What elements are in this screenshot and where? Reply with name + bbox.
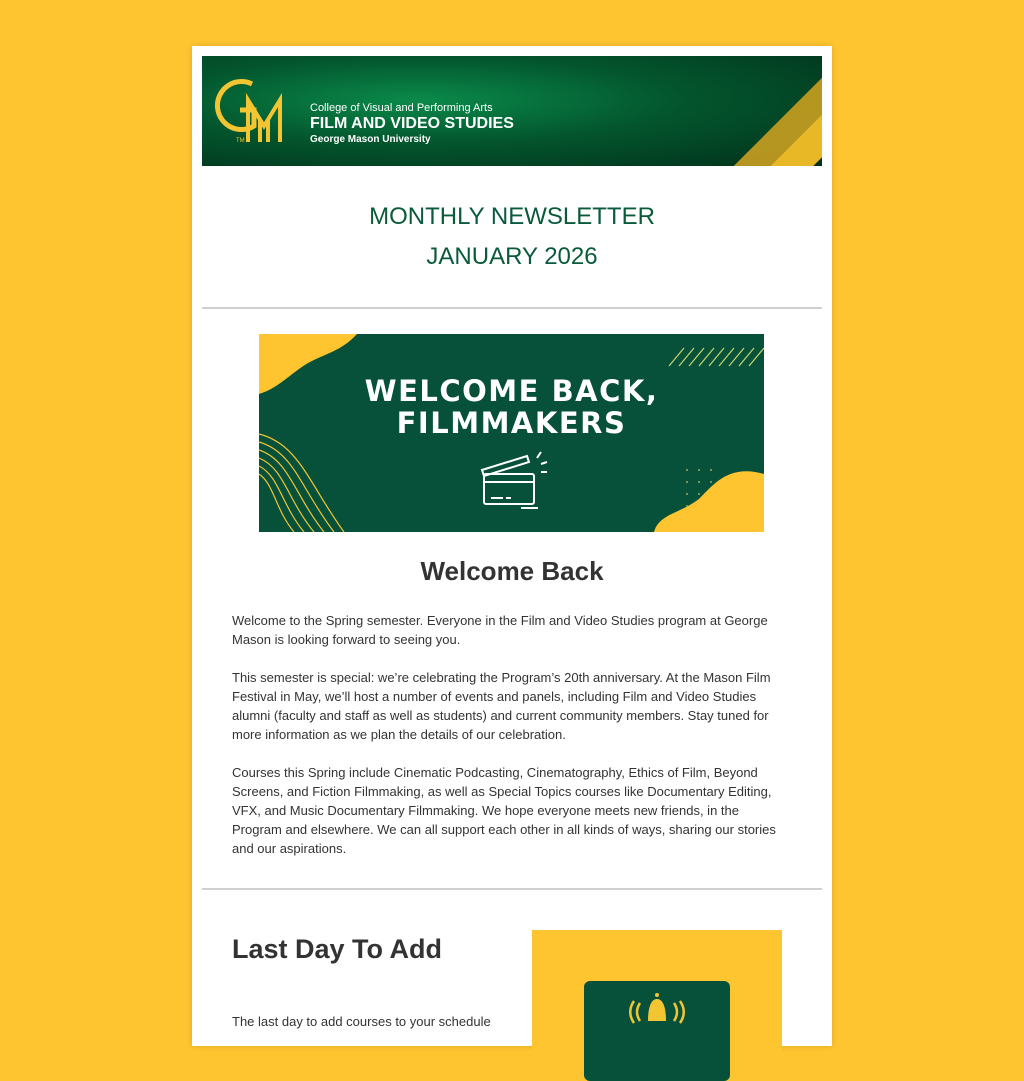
newsletter-title: MONTHLY NEWSLETTER <box>369 203 655 230</box>
last-day-heading: Last Day To Add <box>232 934 443 964</box>
paragraph: Welcome to the Spring semester. Everyone in the Film and Video Studies program at George Mason is looking forward to seeing you. <box>232 613 768 647</box>
college-name: College of Visual and Performing Arts <box>310 102 493 114</box>
header-banner <box>202 56 822 166</box>
last-day-text: The last day to add courses to your schedule <box>232 1014 491 1029</box>
welcome-body <box>232 611 784 877</box>
university-name: George Mason University <box>310 134 431 145</box>
divider <box>202 888 822 890</box>
divider <box>202 307 822 309</box>
welcome-banner <box>259 334 764 532</box>
banner-line-1: WELCOME BACK, <box>364 374 659 408</box>
banner-line-2: FILMMAKERS <box>396 406 627 440</box>
svg-text:TM: TM <box>236 138 245 144</box>
clapperboard-icon <box>482 452 547 508</box>
gm-logo <box>214 76 302 146</box>
program-name: FILM AND VIDEO STUDIES <box>310 115 514 132</box>
newsletter-card <box>192 46 832 1046</box>
last-day-image <box>532 930 782 1070</box>
paragraph: This semester is special: we’re celebrating the Program’s 20th anniversary. At the Mason Film Festival in May, we’ll host a number of events and panels, including Film and Video Studies alumni (faculty and staff as well as students) and current community members. Stay tuned for more information as we plan the details of our celebration. <box>232 670 771 742</box>
paragraph: Courses this Spring include Cinematic Podcasting, Cinematography, Ethics of Film, Beyond Screens, and Fiction Filmmaking, as well as Special Topics courses like Documentary Editing, VFX, and Music Documentary Filmmaking. We hope everyone meets new friends, in the Program and elsewhere. We can all support each other in all kinds of ways, sharing our stories and our aspirations. <box>232 765 776 856</box>
newsletter-date: JANUARY 2026 <box>426 243 598 270</box>
bell-icon <box>584 981 730 1041</box>
welcome-heading: Welcome Back <box>420 556 604 586</box>
